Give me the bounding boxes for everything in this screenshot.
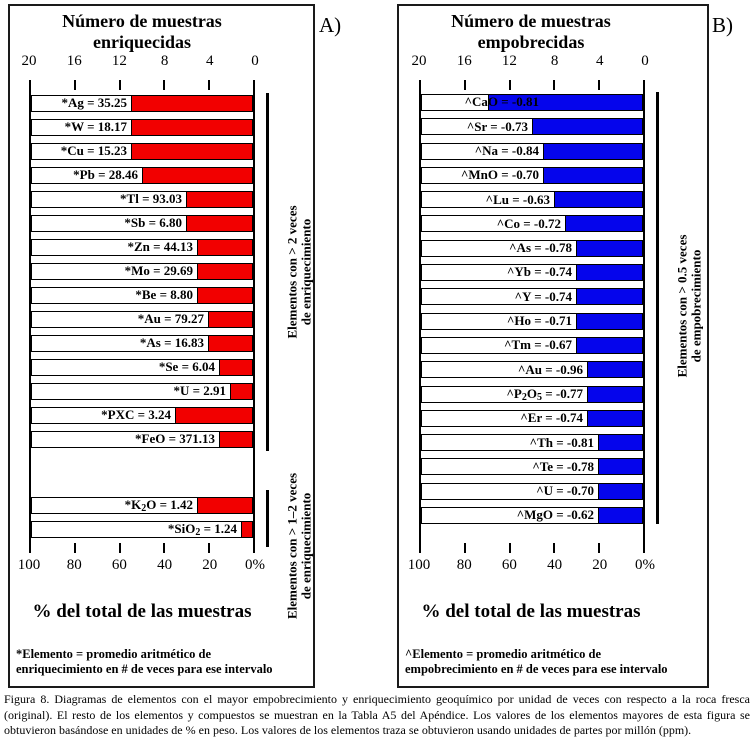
bar-row bbox=[31, 335, 253, 352]
group1-bracket bbox=[656, 92, 659, 524]
axis-tick bbox=[598, 80, 600, 90]
axis-tick-label: 60 bbox=[111, 557, 127, 573]
bar-label: *W = 18.17 bbox=[64, 119, 127, 135]
group1-label-line1: Elementos con > 0.5 veces bbox=[674, 234, 690, 378]
bar-label: *PXC = 3.24 bbox=[101, 407, 171, 423]
depletion-bar bbox=[576, 314, 642, 329]
bar-label: *Zn = 44.13 bbox=[127, 239, 193, 255]
bar-label: ^Tm = -0.67 bbox=[503, 337, 572, 353]
bar-row bbox=[421, 240, 643, 257]
panel-a-title-line2: enriquecidas bbox=[92, 32, 191, 52]
axis-tick bbox=[163, 80, 165, 90]
depletion-bar bbox=[587, 411, 642, 426]
group1-label-line2: de empobrecimiento bbox=[688, 249, 703, 363]
panel-b-footnote-line2: empobrecimiento en # de veces para ese intervalo bbox=[405, 662, 668, 676]
panel-b-corner-label: B) bbox=[712, 13, 733, 37]
bar-label: ^Te = -0.78 bbox=[532, 458, 594, 474]
panel-b-title bbox=[418, 11, 644, 53]
bar-label: *As = 16.83 bbox=[139, 335, 204, 351]
group1-label-line2: de enriquecimiento bbox=[298, 218, 313, 326]
depletion-bar bbox=[576, 338, 642, 353]
panel-b-top-axis-ticks bbox=[421, 80, 643, 90]
enrichment-bar bbox=[142, 168, 252, 183]
bar-row bbox=[421, 458, 643, 475]
bar-label: *Sb = 6.80 bbox=[124, 215, 182, 231]
bar-row bbox=[421, 361, 643, 378]
bar-row bbox=[421, 434, 643, 451]
bar-row bbox=[421, 191, 643, 208]
axis-tick-label: 0% bbox=[635, 557, 655, 573]
depletion-bar bbox=[576, 265, 642, 280]
depletion-bar bbox=[598, 508, 642, 523]
panel-b-footnote bbox=[405, 647, 668, 677]
group1-label bbox=[676, 235, 703, 378]
axis-tick bbox=[163, 543, 165, 553]
axis-tick-label: 100 bbox=[17, 557, 41, 573]
axis-tick bbox=[119, 543, 121, 553]
group1-bracket bbox=[266, 93, 269, 451]
bar-row bbox=[31, 359, 253, 376]
bar-row bbox=[421, 143, 643, 160]
bar-row bbox=[421, 313, 643, 330]
bar-label: *Ag = 35.25 bbox=[61, 95, 127, 111]
bar-label: ^MnO = -0.70 bbox=[460, 167, 539, 183]
axis-tick-label: 12 bbox=[501, 53, 517, 69]
bar-label: *Tl = 93.03 bbox=[120, 191, 182, 207]
bar-label: *Pb = 28.46 bbox=[73, 167, 138, 183]
depletion-bar bbox=[554, 192, 642, 207]
axis-tick-label: 4 bbox=[206, 53, 214, 69]
axis-tick bbox=[553, 543, 555, 553]
group1-label bbox=[286, 205, 313, 338]
enrichment-bar bbox=[131, 120, 252, 135]
depletion-bar bbox=[587, 387, 642, 402]
bar-label: *Se = 6.04 bbox=[158, 359, 215, 375]
panel-a-enriched bbox=[8, 4, 315, 688]
axis-tick-label: 20 bbox=[21, 53, 37, 69]
panel-b-bottom-axis-labels bbox=[407, 557, 655, 573]
panel-b-title-line2: empobrecidas bbox=[477, 32, 585, 52]
enrichment-bar bbox=[175, 408, 252, 423]
axis-tick-label: 20 bbox=[592, 557, 608, 573]
bar-row bbox=[421, 215, 643, 232]
bar-row bbox=[31, 287, 253, 304]
depletion-bar bbox=[587, 362, 642, 377]
axis-tick-label: 60 bbox=[501, 557, 517, 573]
panel-b-bottom-axis-ticks bbox=[421, 543, 643, 553]
axis-tick-label: 16 bbox=[456, 53, 472, 69]
bar-label: $\^{}P_2O_5 = -0.77$ bbox=[506, 385, 583, 403]
bar-label: ^Th = -0.81 bbox=[529, 434, 594, 450]
axis-tick-label: 12 bbox=[111, 53, 127, 69]
panel-b-footnote-line1: ^Elemento = promedio aritmético de bbox=[405, 647, 602, 661]
bar-row bbox=[31, 497, 253, 514]
bar-row bbox=[421, 118, 643, 135]
bar-label: ^Er = -0.74 bbox=[520, 410, 583, 426]
enrichment-bar bbox=[186, 192, 252, 207]
depletion-bar bbox=[543, 144, 642, 159]
enrichment-bar bbox=[197, 288, 252, 303]
bar-label: ^CaO = -0.81 bbox=[464, 94, 539, 110]
bar-label: ^MgO = -0.62 bbox=[516, 507, 594, 523]
axis-tick-label: 40 bbox=[157, 557, 173, 573]
bar-label: ^Na = -0.84 bbox=[474, 142, 539, 158]
panel-a-bottom-axis-title: % del total de las muestras bbox=[32, 601, 252, 622]
panel-a-top-axis-ticks bbox=[31, 80, 253, 90]
panel-a-plot-area bbox=[29, 80, 255, 553]
axis-tick-label: 8 bbox=[550, 53, 559, 69]
axis-tick-label: 40 bbox=[547, 557, 563, 573]
axis-tick-label: 0% bbox=[245, 557, 265, 573]
axis-tick-label: 100 bbox=[407, 557, 431, 573]
panel-a-bars-group1 bbox=[31, 95, 253, 448]
axis-tick bbox=[509, 80, 511, 90]
enrichment-bar bbox=[208, 312, 252, 327]
axis-tick bbox=[208, 80, 210, 90]
enrichment-bar bbox=[219, 360, 252, 375]
panel-a-title bbox=[29, 11, 255, 53]
axis-tick bbox=[208, 543, 210, 553]
panel-b-plot-area bbox=[419, 80, 645, 553]
panel-a-corner-label: A) bbox=[319, 13, 342, 37]
bar-row bbox=[31, 407, 253, 424]
enrichment-bar bbox=[131, 96, 252, 111]
panel-a-bottom-axis-ticks bbox=[31, 543, 253, 553]
panel-b-bars bbox=[421, 94, 643, 524]
axis-tick bbox=[553, 80, 555, 90]
bar-row bbox=[31, 215, 253, 232]
depletion-bar bbox=[565, 216, 642, 231]
bar-label: *Mo = 29.69 bbox=[124, 263, 193, 279]
bar-row bbox=[421, 167, 643, 184]
bar-row bbox=[31, 119, 253, 136]
bar-row bbox=[421, 483, 643, 500]
axis-tick-label: 80 bbox=[456, 557, 472, 573]
enrichment-bar bbox=[197, 264, 252, 279]
axis-tick bbox=[119, 80, 121, 90]
axis-tick-label: 20 bbox=[202, 557, 218, 573]
bar-label: ^As = -0.78 bbox=[509, 240, 572, 256]
bar-row bbox=[421, 94, 643, 111]
bar-label: *Be = 8.80 bbox=[135, 287, 193, 303]
bar-label: *U = 2.91 bbox=[173, 383, 226, 399]
bar-row bbox=[31, 95, 253, 112]
depletion-bar bbox=[576, 241, 642, 256]
enrichment-bar bbox=[208, 336, 252, 351]
group1-label-line1: Elementos con > 2 veces bbox=[284, 205, 300, 339]
enrichment-bar bbox=[186, 216, 252, 231]
bar-row bbox=[421, 386, 643, 403]
bar-label: ^Au = -0.96 bbox=[517, 361, 583, 377]
group2-label bbox=[286, 473, 313, 619]
bar-row bbox=[31, 311, 253, 328]
depletion-bar bbox=[576, 289, 642, 304]
enrichment-bar bbox=[241, 522, 252, 537]
axis-tick-label: 4 bbox=[596, 53, 604, 69]
bar-row bbox=[31, 143, 253, 160]
bar-row bbox=[421, 264, 643, 281]
enrichment-bar bbox=[197, 498, 252, 513]
bar-row bbox=[31, 383, 253, 400]
panel-a-footnote-line2: enriquecimiento en # de veces para ese intervalo bbox=[16, 662, 273, 676]
panel-b-title-line1: Número de muestras bbox=[451, 11, 611, 31]
bar-row bbox=[421, 507, 643, 524]
enrichment-bar bbox=[219, 432, 252, 447]
depletion-bar bbox=[598, 459, 642, 474]
axis-tick-label: 20 bbox=[411, 53, 427, 69]
panel-a-footnote-line1: *Elemento = promedio aritmético de bbox=[16, 647, 212, 661]
depletion-bar bbox=[543, 168, 642, 183]
axis-tick-label: 0 bbox=[641, 53, 649, 69]
group2-bracket bbox=[266, 490, 269, 547]
panel-b-top-axis-labels bbox=[411, 53, 649, 69]
enrichment-bar bbox=[197, 240, 252, 255]
depletion-bar bbox=[598, 484, 642, 499]
bar-label: ^Y = -0.74 bbox=[514, 288, 572, 304]
enrichment-bar bbox=[230, 384, 252, 399]
bar-label: ^Co = -0.72 bbox=[496, 215, 561, 231]
bar-label: *FeO = 371.13 bbox=[135, 431, 215, 447]
bar-row bbox=[31, 167, 253, 184]
group2-label-line1: Elementos con > 1–2 veces bbox=[284, 472, 300, 620]
bar-label: *Au = 79.27 bbox=[137, 311, 204, 327]
depletion-bar bbox=[532, 119, 642, 134]
axis-tick-label: 16 bbox=[66, 53, 82, 69]
bar-label: ^Yb = -0.74 bbox=[506, 264, 572, 280]
enrichment-bar bbox=[131, 144, 252, 159]
bar-row bbox=[31, 263, 253, 280]
group2-label-line2: de enriquecimiento bbox=[298, 492, 313, 600]
bar-label: *SiO$_2$ = 1.24 bbox=[167, 521, 237, 539]
bar-label: ^Sr = -0.73 bbox=[466, 118, 528, 134]
bar-row bbox=[31, 191, 253, 208]
axis-tick bbox=[509, 543, 511, 553]
bar-row bbox=[31, 521, 253, 538]
panel-a-footnote bbox=[16, 647, 273, 677]
axis-tick bbox=[464, 80, 466, 90]
axis-tick bbox=[598, 543, 600, 553]
axis-tick-label: 8 bbox=[160, 53, 169, 69]
bar-row bbox=[421, 337, 643, 354]
bar-row bbox=[31, 239, 253, 256]
axis-tick-label: 80 bbox=[66, 557, 82, 573]
axis-tick bbox=[74, 80, 76, 90]
bar-row bbox=[421, 410, 643, 427]
panel-b-depleted bbox=[397, 4, 709, 688]
bar-label: ^Ho = -0.71 bbox=[506, 313, 572, 329]
bar-label: $*K_2O = 1.42$ bbox=[124, 497, 193, 515]
bar-label: ^U = -0.70 bbox=[536, 483, 594, 499]
panel-b-bottom-axis-title: % del total de las muestras bbox=[421, 601, 641, 622]
axis-tick bbox=[464, 543, 466, 553]
bar-label: *Cu = 15.23 bbox=[60, 143, 127, 159]
panel-a-top-axis-labels bbox=[21, 53, 259, 69]
panel-a-bottom-axis-labels bbox=[17, 557, 265, 573]
axis-tick-label: 0 bbox=[251, 53, 259, 69]
bar-row bbox=[31, 431, 253, 448]
figure-caption: Figura 8. Diagramas de elementos con el mayor empobrecimiento y enriquecimiento geoquímico por unidad de veces con respecto a la roca fresca (original). El resto de los elementos y compuestos se muestran en la Tabla A5 del Apéndice. Los valores de los elementos mayores de esta figura se obtuvieron basándose en unidades de % en peso. Los valores de los elementos traza se obtuvieron usando unidades de partes por millón (ppm). bbox=[4, 692, 750, 737]
bar-row bbox=[421, 288, 643, 305]
bar-label: ^Lu = -0.63 bbox=[485, 191, 550, 207]
axis-tick bbox=[74, 543, 76, 553]
depletion-bar bbox=[598, 435, 642, 450]
panel-a-title-line1: Número de muestras bbox=[62, 11, 222, 31]
panel-a-bars-group2 bbox=[31, 497, 253, 538]
